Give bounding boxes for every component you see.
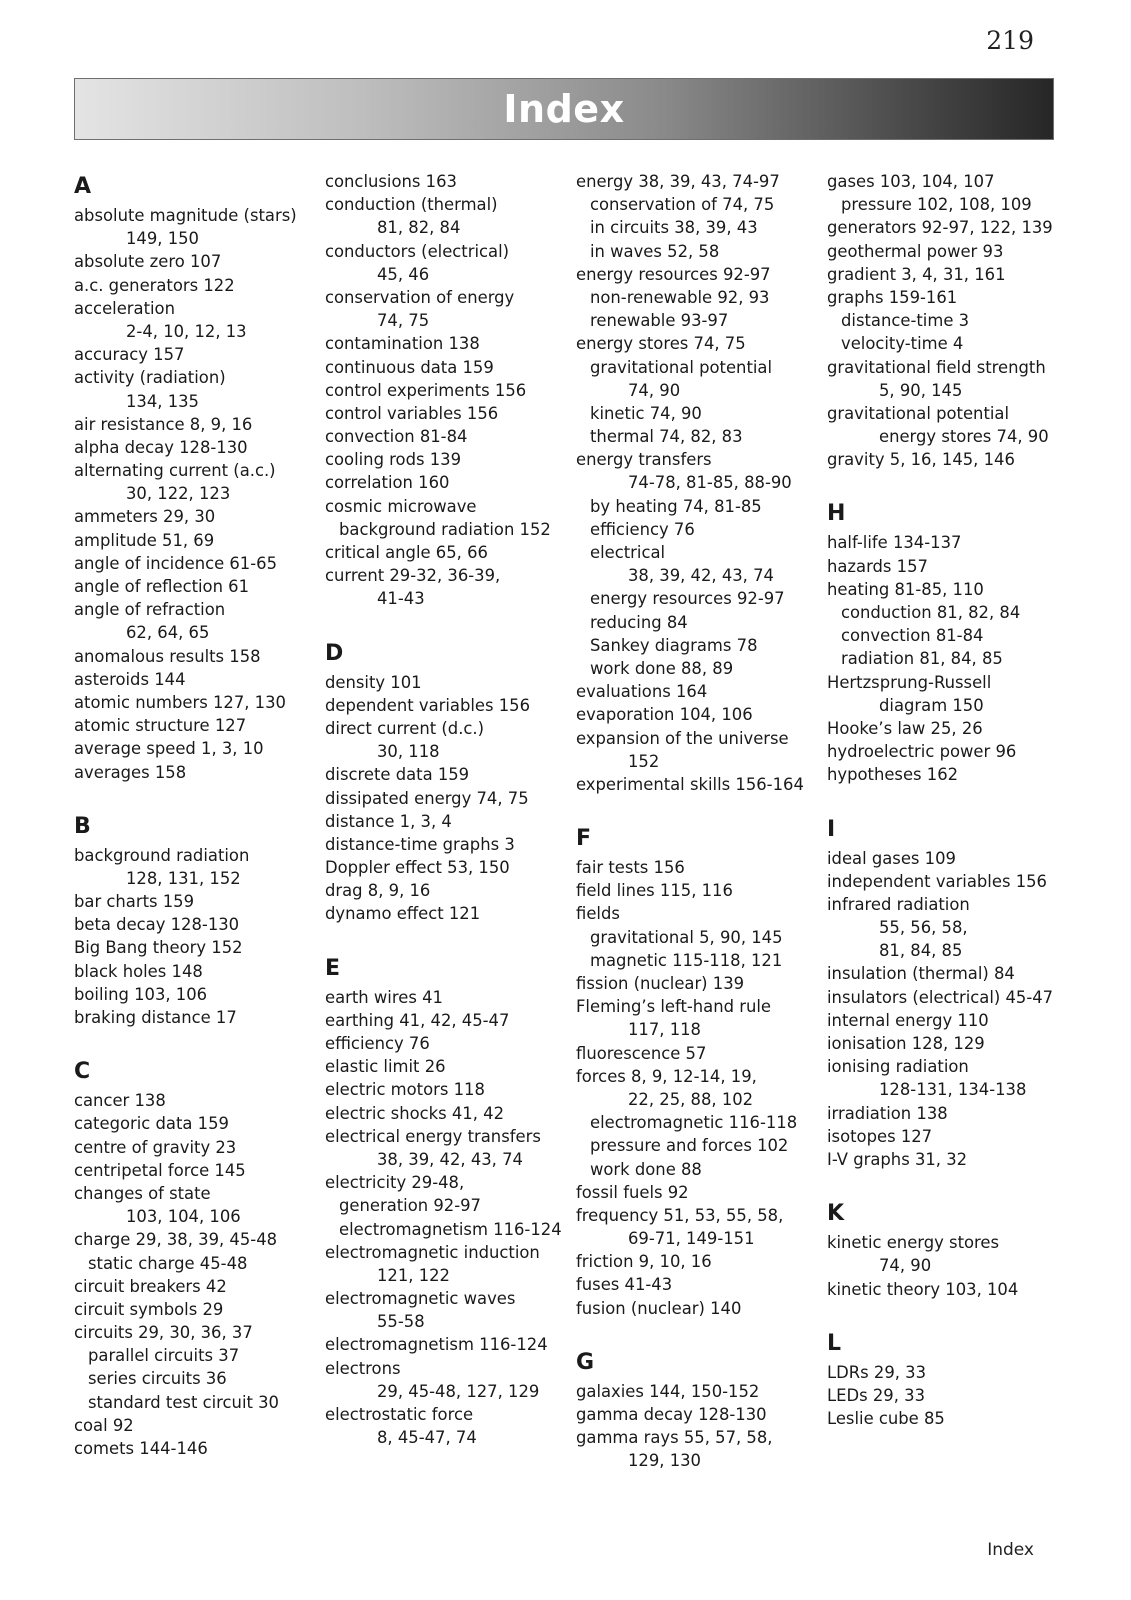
index-subentry: magnetic 115-118, 121 — [590, 950, 783, 970]
index-entry: accuracy 157 — [74, 345, 185, 365]
index-entry: friction 9, 10, 16 — [576, 1252, 712, 1272]
index-subentry: background radiation 152 — [339, 519, 551, 539]
index-continuation: 5, 90, 145 — [879, 380, 963, 400]
index-entry: electrical energy transfers — [325, 1126, 541, 1146]
index-entry: electrons — [325, 1358, 401, 1378]
index-entry: distance 1, 3, 4 — [325, 811, 452, 831]
index-entry: electromagnetic waves — [325, 1289, 516, 1309]
index-continuation: 41-43 — [377, 589, 425, 609]
index-subentry: standard test circuit 30 — [88, 1392, 279, 1412]
index-entry: circuit symbols 29 — [74, 1299, 224, 1319]
index-subentry: in circuits 38, 39, 43 — [590, 218, 758, 238]
index-entry: isotopes 127 — [827, 1126, 933, 1146]
index-column — [325, 170, 570, 1449]
index-continuation: 74, 75 — [377, 311, 430, 331]
index-continuation: 74-78, 81-85, 88-90 — [628, 473, 792, 493]
index-subentry: gravitational potential — [590, 357, 773, 377]
section-letter: B — [74, 813, 91, 839]
index-entry: energy resources 92-97 — [576, 264, 771, 284]
index-entry: contamination 138 — [325, 334, 480, 354]
index-entry: categoric data 159 — [74, 1114, 229, 1134]
index-continuation: 129, 130 — [628, 1451, 701, 1471]
index-entry: frequency 51, 53, 55, 58, — [576, 1205, 784, 1225]
index-entry: ammeters 29, 30 — [74, 507, 216, 527]
index-entry: experimental skills 156-164 — [576, 774, 804, 794]
index-entry: ionisation 128, 129 — [827, 1034, 985, 1053]
index-entry: cosmic microwave — [325, 496, 477, 516]
index-entry: absolute zero 107 — [74, 252, 222, 272]
index-entry: anomalous results 158 — [74, 646, 261, 666]
section-gap — [325, 611, 570, 637]
index-entry: earthing 41, 42, 45-47 — [325, 1010, 510, 1030]
index-continuation: 30, 122, 123 — [126, 484, 231, 504]
index-subentry: gravitational 5, 90, 145 — [590, 927, 783, 947]
index-entry: centripetal force 145 — [74, 1160, 246, 1180]
index-subentry: Sankey diagrams 78 — [590, 635, 758, 655]
index-entry: asteroids 144 — [74, 669, 186, 689]
index-entry: angle of refraction — [74, 600, 226, 620]
index-continuation: 55-58 — [377, 1312, 425, 1332]
index-entry: dependent variables 156 — [325, 695, 531, 715]
index-subentry: parallel circuits 37 — [88, 1346, 240, 1366]
index-entry: absolute magnitude (stars) — [74, 206, 297, 225]
index-entry: Big Bang theory 152 — [74, 938, 243, 958]
index-entry: generators 92-97, 122, 139 — [827, 218, 1053, 238]
index-entry: forces 8, 9, 12-14, 19, — [576, 1066, 757, 1086]
index-entry: electricity 29-48, — [325, 1173, 465, 1193]
index-entry: gases 103, 104, 107 — [827, 172, 995, 191]
index-entry: fusion (nuclear) 140 — [576, 1298, 742, 1318]
index-subentry: pressure 102, 108, 109 — [841, 195, 1032, 215]
index-entry: hypotheses 162 — [827, 765, 959, 785]
index-entry: geothermal power 93 — [827, 241, 1004, 261]
index-column — [827, 170, 1072, 1430]
index-continuation: 62, 64, 65 — [126, 623, 210, 643]
index-entry: electromagnetic induction — [325, 1242, 540, 1262]
index-entry: drag 8, 9, 16 — [325, 881, 431, 901]
index-entry: infrared radiation — [827, 894, 970, 914]
index-entry: Hertzsprung-Russell — [827, 672, 992, 692]
index-continuation: 55, 56, 58, — [879, 918, 968, 938]
index-continuation: 2-4, 10, 12, 13 — [126, 321, 247, 341]
index-continuation: 81, 82, 84 — [377, 218, 461, 238]
index-continuation: 8, 45-47, 74 — [377, 1428, 477, 1448]
index-subentry: distance-time 3 — [841, 311, 970, 331]
index-entry: fuses 41-43 — [576, 1275, 673, 1295]
section-gap — [576, 796, 821, 822]
index-subentry: non-renewable 92, 93 — [590, 287, 770, 307]
index-entry: internal energy 110 — [827, 1010, 989, 1030]
section-letter: I — [827, 816, 836, 842]
index-entry: current 29-32, 36-39, — [325, 566, 501, 586]
section-gap — [576, 1320, 821, 1346]
section-gap — [74, 1029, 319, 1055]
index-continuation: diagram 150 — [879, 695, 984, 715]
index-entry: angle of incidence 61-65 — [74, 553, 278, 573]
index-continuation: 149, 150 — [126, 229, 199, 249]
index-entry: elastic limit 26 — [325, 1057, 446, 1077]
index-entry: black holes 148 — [74, 961, 203, 981]
index-entry: boiling 103, 106 — [74, 984, 208, 1004]
page-title: Index — [503, 87, 625, 131]
index-entry: fluorescence 57 — [576, 1043, 707, 1063]
index-entry: direct current (d.c.) — [325, 718, 485, 738]
index-entry: discrete data 159 — [325, 765, 470, 785]
index-entry: alternating current (a.c.) — [74, 461, 276, 481]
index-entry: evaporation 104, 106 — [576, 705, 753, 725]
index-continuation: 117, 118 — [628, 1020, 701, 1040]
index-entry: centre of gravity 23 — [74, 1137, 237, 1157]
index-continuation: 103, 104, 106 — [126, 1207, 241, 1227]
index-entry: independent variables 156 — [827, 871, 1047, 891]
index-entry: insulation (thermal) 84 — [827, 964, 1015, 984]
index-entry: hazards 157 — [827, 556, 928, 576]
index-entry: hydroelectric power 96 — [827, 742, 1017, 762]
index-entry: activity (radiation) — [74, 368, 226, 388]
index-continuation: 128, 131, 152 — [126, 868, 241, 888]
index-continuation: 30, 118 — [377, 742, 440, 762]
index-entry: gradient 3, 4, 31, 161 — [827, 264, 1006, 284]
index-entry: density 101 — [325, 672, 422, 692]
index-subentry: energy resources 92-97 — [590, 589, 785, 609]
index-continuation: 128-131, 134-138 — [879, 1080, 1027, 1100]
index-entry: ideal gases 109 — [827, 848, 956, 868]
index-entry: kinetic theory 103, 104 — [827, 1279, 1019, 1299]
index-entry: Leslie cube 85 — [827, 1409, 945, 1429]
index-subentry: convection 81-84 — [841, 626, 984, 646]
footer-label: Index — [987, 1540, 1034, 1560]
index-entry: LDRs 29, 33 — [827, 1362, 927, 1382]
index-continuation: 134, 135 — [126, 391, 199, 411]
index-entry: graphs 159-161 — [827, 287, 958, 307]
index-subentry: work done 88 — [590, 1159, 702, 1179]
index-continuation: 45, 46 — [377, 264, 430, 284]
index-entry: alpha decay 128-130 — [74, 437, 248, 457]
section-letter: F — [576, 826, 592, 852]
index-entry: comets 144-146 — [74, 1439, 208, 1458]
index-entry: fossil fuels 92 — [576, 1182, 689, 1202]
index-entry: control experiments 156 — [325, 380, 527, 400]
index-entry: electric motors 118 — [325, 1080, 485, 1100]
index-subentry: conduction 81, 82, 84 — [841, 603, 1021, 622]
section-gap — [325, 926, 570, 952]
index-subentry: efficiency 76 — [590, 519, 695, 539]
index-entry: air resistance 8, 9, 16 — [74, 414, 253, 434]
index-entry: expansion of the universe — [576, 728, 789, 748]
index-entry: ionising radiation — [827, 1057, 969, 1077]
index-entry: acceleration — [74, 298, 175, 318]
index-entry: fair tests 156 — [576, 858, 685, 878]
index-entry: critical angle 65, 66 — [325, 543, 488, 562]
section-gap — [827, 471, 1072, 497]
index-subentry: series circuits 36 — [88, 1369, 227, 1389]
index-continuation: 74, 90 — [879, 1256, 932, 1276]
index-subentry: radiation 81, 84, 85 — [841, 649, 1003, 669]
index-entry: gamma rays 55, 57, 58, — [576, 1428, 773, 1448]
section-letter: C — [74, 1059, 91, 1085]
index-continuation: 22, 25, 88, 102 — [628, 1089, 754, 1109]
index-title-banner — [74, 78, 1054, 140]
index-entry: kinetic energy stores — [827, 1233, 1000, 1253]
index-entry: Doppler effect 53, 150 — [325, 858, 510, 878]
index-continuation: 38, 39, 42, 43, 74 — [377, 1149, 523, 1169]
index-entry: cooling rods 139 — [325, 450, 462, 470]
index-entry: efficiency 76 — [325, 1034, 430, 1053]
index-subentry: electromagnetism 116-124 — [339, 1219, 562, 1239]
index-subentry: kinetic 74, 90 — [590, 403, 702, 423]
page-number: 219 — [986, 26, 1034, 55]
index-entry: charge 29, 38, 39, 45-48 — [74, 1230, 278, 1250]
index-entry: evaluations 164 — [576, 682, 708, 702]
index-subentry: in waves 52, 58 — [590, 241, 720, 261]
index-column — [576, 170, 821, 1473]
index-entry: conclusions 163 — [325, 172, 457, 191]
section-gap — [827, 787, 1072, 813]
index-entry: fission (nuclear) 139 — [576, 974, 745, 993]
index-subentry: conservation of 74, 75 — [590, 195, 775, 215]
index-columns — [74, 170, 1064, 1550]
index-entry: gamma decay 128-130 — [576, 1405, 767, 1424]
section-letter: A — [74, 174, 92, 199]
index-entry: braking distance 17 — [74, 1008, 237, 1027]
index-entry: correlation 160 — [325, 473, 450, 493]
index-entry: electric shocks 41, 42 — [325, 1103, 505, 1123]
index-entry: average speed 1, 3, 10 — [74, 739, 264, 759]
index-subentry: electromagnetic 116-118 — [590, 1113, 798, 1133]
index-entry: energy stores 74, 75 — [576, 334, 746, 354]
index-entry: energy transfers — [576, 450, 712, 470]
index-entry: insulators (electrical) 45-47 — [827, 987, 1054, 1007]
index-entry: atomic structure 127 — [74, 716, 247, 736]
index-subentry: pressure and forces 102 — [590, 1136, 789, 1156]
index-continuation: 121, 122 — [377, 1265, 450, 1285]
index-entry: irradiation 138 — [827, 1103, 948, 1123]
section-gap — [827, 1171, 1072, 1197]
index-entry: continuous data 159 — [325, 357, 494, 377]
index-continuation: energy stores 74, 90 — [879, 427, 1049, 447]
index-entry: circuits 29, 30, 36, 37 — [74, 1323, 253, 1343]
index-entry: heating 81-85, 110 — [827, 579, 984, 599]
index-entry: convection 81-84 — [325, 427, 468, 447]
index-entry: dynamo effect 121 — [325, 904, 481, 924]
section-letter: G — [576, 1349, 595, 1375]
index-entry: distance-time graphs 3 — [325, 834, 515, 854]
section-gap — [827, 1301, 1072, 1327]
index-continuation: 74, 90 — [628, 380, 681, 400]
index-subentry: renewable 93-97 — [590, 311, 729, 331]
section-letter: H — [827, 501, 846, 527]
index-entry: electromagnetism 116-124 — [325, 1335, 548, 1355]
section-letter: D — [325, 640, 344, 666]
index-subentry: electrical — [590, 543, 666, 562]
index-subentry: by heating 74, 81-85 — [590, 496, 762, 516]
index-entry: control variables 156 — [325, 403, 499, 423]
index-entry: Fleming’s left-hand rule — [576, 997, 771, 1017]
index-entry: atomic numbers 127, 130 — [74, 692, 286, 712]
index-entry: LEDs 29, 33 — [827, 1385, 925, 1405]
index-entry: field lines 115, 116 — [576, 881, 733, 901]
index-entry: half-life 134-137 — [827, 533, 962, 553]
index-subentry: velocity-time 4 — [841, 334, 964, 354]
index-entry: electrostatic force — [325, 1405, 474, 1424]
index-continuation: 38, 39, 42, 43, 74 — [628, 566, 774, 586]
index-entry: bar charts 159 — [74, 892, 195, 912]
index-entry: dissipated energy 74, 75 — [325, 788, 529, 808]
index-entry: conductors (electrical) — [325, 241, 510, 261]
index-entry: changes of state — [74, 1183, 211, 1203]
index-entry: earth wires 41 — [325, 987, 443, 1007]
index-entry: a.c. generators 122 — [74, 275, 235, 295]
index-column — [74, 170, 319, 1460]
index-entry: Hooke’s law 25, 26 — [827, 718, 983, 738]
index-subentry: thermal 74, 82, 83 — [590, 427, 743, 447]
section-letter: K — [827, 1201, 845, 1227]
index-subentry: reducing 84 — [590, 612, 688, 632]
index-entry: beta decay 128-130 — [74, 915, 240, 935]
index-entry: fields — [576, 904, 620, 924]
index-entry: conduction (thermal) — [325, 195, 498, 215]
index-entry: coal 92 — [74, 1415, 134, 1435]
index-entry: amplitude 51, 69 — [74, 530, 215, 550]
index-continuation: 69-71, 149-151 — [628, 1229, 755, 1249]
index-subentry: generation 92-97 — [339, 1196, 481, 1216]
index-entry: I-V graphs 31, 32 — [827, 1149, 968, 1169]
index-entry: galaxies 144, 150-152 — [576, 1381, 760, 1401]
index-subentry: work done 88, 89 — [590, 658, 734, 678]
section-letter: L — [827, 1330, 842, 1356]
index-entry: averages 158 — [74, 762, 187, 782]
index-entry: gravitational potential — [827, 403, 1010, 423]
index-continuation: 29, 45-48, 127, 129 — [377, 1381, 540, 1401]
section-letter: E — [325, 955, 341, 981]
index-entry: energy 38, 39, 43, 74-97 — [576, 172, 780, 191]
index-entry: gravity 5, 16, 145, 146 — [827, 450, 1015, 470]
index-entry: angle of reflection 61 — [74, 577, 250, 596]
index-entry: background radiation — [74, 845, 250, 865]
section-gap — [74, 784, 319, 810]
index-entry: circuit breakers 42 — [74, 1276, 227, 1296]
index-continuation: 152 — [628, 751, 660, 771]
index-entry: gravitational field strength — [827, 357, 1046, 377]
index-continuation: 81, 84, 85 — [879, 941, 963, 961]
index-entry: cancer 138 — [74, 1091, 166, 1111]
index-subentry: static charge 45-48 — [88, 1253, 248, 1273]
index-entry: conservation of energy — [325, 287, 515, 307]
